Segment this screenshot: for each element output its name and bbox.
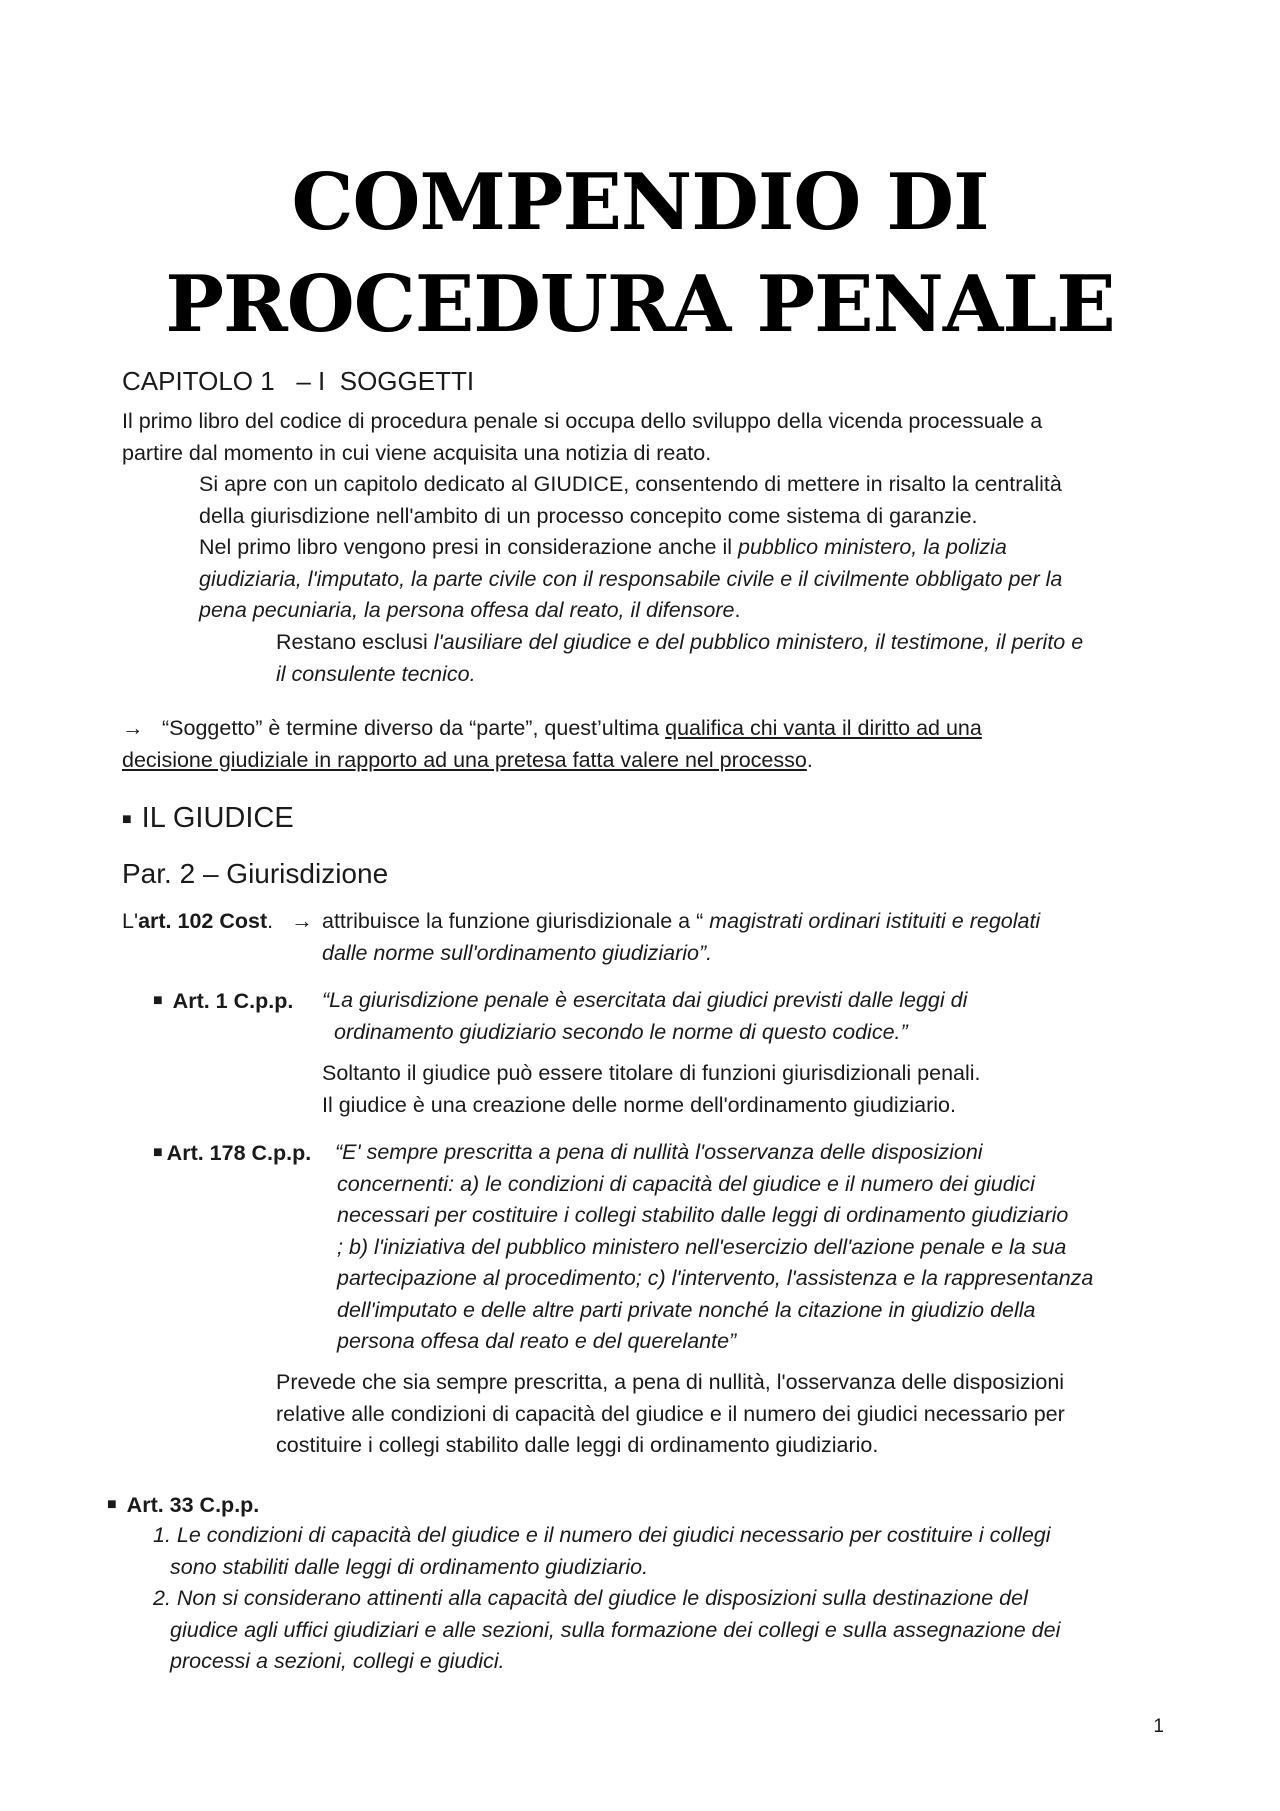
intro-paragraph-3: Nel primo libro vengono presi in considerazione anche il pubblico ministero, la polizia giudiziaria, l'imputato, la parte civile con il responsabile civile e il civilmente obbligato per la pena pecuniaria, la persona offesa dal reato, il difensore. [199, 535, 1063, 622]
right-arrow-icon: → [122, 716, 144, 740]
art-178-quote: “E' sempre prescritta a pena di nullità l'osservanza delle disposizioni concernenti: a) le condizioni di capacità del giudice e il numero dei giudici necessari per costituire i collegi stabilito dalle leggi di ordinamento giudiziario ; b) l'iniziativa del pubblico ministero nell'esercizio dell'azione penale e la sua partecipazione al procedimento; c) l'intervento, l'assistenza e la rappresentanza dell'imputato e delle altre parti private nonché la citazione in giudizio della persona offesa dal reato e del querelante” [335, 1140, 1094, 1353]
document-title [0, 152, 1280, 356]
square-bullet-icon: ■ [153, 1144, 163, 1161]
art-178-label: ■ Art. 178 C.p.p. [153, 1141, 312, 1165]
section-heading-giudice: ■ IL GIUDICE [122, 802, 294, 834]
art-102-label: L'art. 102 Cost. → [122, 909, 313, 933]
art-178-comment: Prevede che sia sempre prescritta, a pena di nullità, l'osservanza delle disposizioni relative alle condizioni di capacità del giudice e il numero dei giudici necessario per costituire i collegi stabilito dalle leggi di ordinamento giudiziario. [276, 1370, 1065, 1457]
art-1-comment: Soltanto il giudice può essere titolare di funzioni giurisdizionali penali. Il giudice è una creazione delle norme dell'ordinamento giudiziario. [322, 1061, 981, 1117]
intro-paragraph-4: Restano esclusi l'ausiliare del giudice e del pubblico ministero, il testimone, il perito e il consulente tecnico. [276, 630, 1084, 686]
soggetto-note: → “Soggetto” è termine diverso da “parte”, quest’ultima qualifica chi vanta il diritto ad una decisione giudiziale in rapporto ad una pretesa fatta valere nel processo. [122, 713, 982, 776]
square-bullet-icon: ■ [122, 811, 132, 828]
art-1-label: ■ Art. 1 C.p.p. [153, 989, 294, 1013]
square-bullet-icon: ■ [107, 1496, 117, 1513]
page-number: 1 [1153, 1716, 1164, 1737]
art-33-items: 1. Le condizioni di capacità del giudice e il numero dei giudici necessario per costituire i collegi sono stabiliti dalle leggi di ordinamento giudiziario. 2. Non si considerano attinenti alla capacità del giudice le disposizioni sulla destinazione del giudice agli uffici giudiziari e alle sezioni, sulla formazione dei collegi e sulla assegnazione dei processi a sezioni, collegi e giudici. [153, 1520, 1060, 1678]
intro-paragraph-2: Si apre con un capitolo dedicato al GIUDICE, consentendo di mettere in risalto la centralità della giurisdizione nell'ambito di un processo concepito come sistema di garanzie. [199, 472, 1062, 528]
paragraph-heading: Par. 2 – Giurisdizione [122, 858, 389, 889]
chapter-heading: CAPITOLO 1 – I SOGGETTI [122, 366, 475, 396]
title-line-1: COMPENDIO DI [291, 157, 989, 248]
art-102-text: attribuisce la funzione giurisdizionale a “ magistrati ordinari istituiti e regolati dalle norme sull'ordinamento giudiziario”. [322, 909, 1041, 965]
art-33-label: ■ Art. 33 C.p.p. [107, 1493, 260, 1517]
list-item: 2. Non si considerano attinenti alla capacità del giudice le disposizioni sulla destinazione del [153, 1586, 1028, 1610]
list-item: 1. Le condizioni di capacità del giudice e il numero dei giudici necessario per costituire i collegi [153, 1523, 1051, 1547]
intro-paragraph-1: Il primo libro del codice di procedura penale si occupa dello sviluppo della vicenda processuale a partire dal momento in cui viene acquisita una notizia di reato. [122, 409, 1043, 465]
right-arrow-icon: → [291, 909, 313, 933]
title-line-2: PROCEDURA PENALE [165, 259, 1115, 350]
art-1-quote: “La giurisdizione penale è esercitata dai giudici previsti dalle leggi di ordinamento giudiziario secondo le norme di questo codice.” [322, 988, 968, 1044]
square-bullet-icon: ■ [153, 992, 163, 1009]
